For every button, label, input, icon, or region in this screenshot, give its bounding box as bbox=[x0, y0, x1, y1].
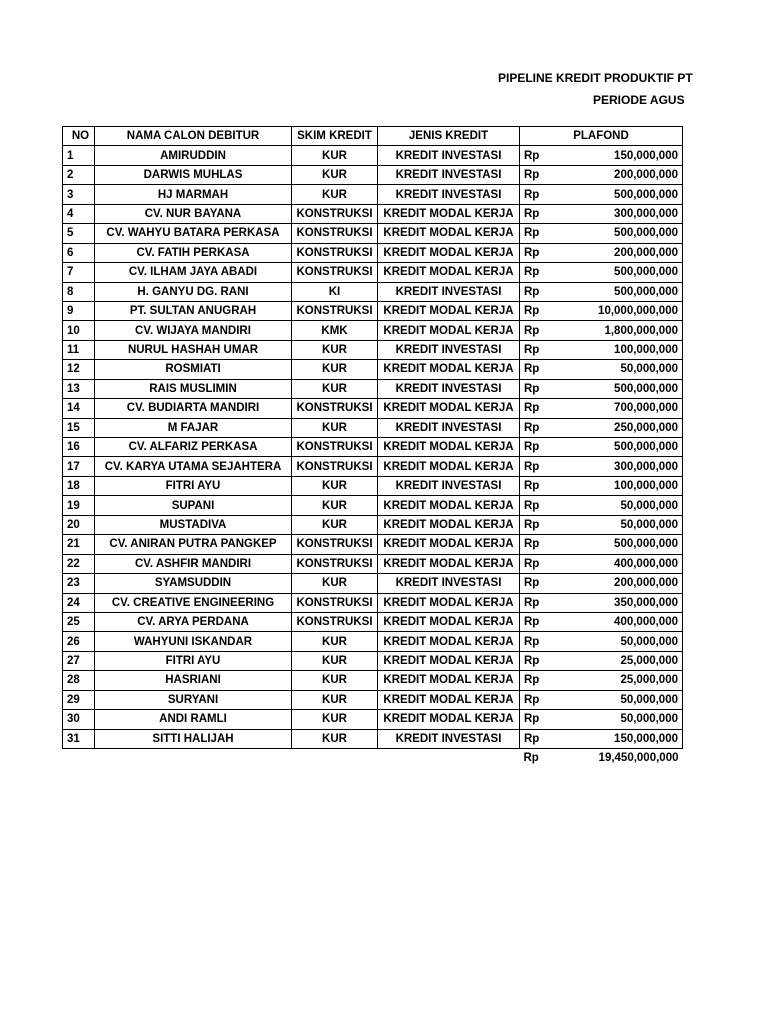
cell-amount: 700,000,000 bbox=[556, 399, 683, 418]
cell-skim: KUR bbox=[292, 515, 378, 534]
cell-nama: CV. WIJAYA MANDIRI bbox=[95, 321, 292, 340]
cell-no: 11 bbox=[63, 340, 95, 359]
cell-no: 2 bbox=[63, 165, 95, 184]
cell-currency: Rp bbox=[520, 204, 557, 223]
cell-amount: 500,000,000 bbox=[556, 438, 683, 457]
cell-jenis: KREDIT INVESTASI bbox=[378, 185, 520, 204]
table-row bbox=[63, 574, 683, 593]
cell-nama: CV. ANIRAN PUTRA PANGKEP bbox=[95, 535, 292, 554]
table-row bbox=[63, 399, 683, 418]
cell-jenis: KREDIT INVESTASI bbox=[378, 418, 520, 437]
table-row bbox=[63, 321, 683, 340]
cell-nama: WAHYUNI ISKANDAR bbox=[95, 632, 292, 651]
cell-skim: KUR bbox=[292, 476, 378, 495]
cell-jenis: KREDIT INVESTASI bbox=[378, 729, 520, 748]
cell-amount: 100,000,000 bbox=[556, 340, 683, 359]
cell-jenis: KREDIT MODAL KERJA bbox=[378, 263, 520, 282]
cell-jenis: KREDIT INVESTASI bbox=[378, 379, 520, 398]
report-period: PERIODE AGUS bbox=[593, 93, 685, 107]
cell-jenis: KREDIT MODAL KERJA bbox=[378, 671, 520, 690]
cell-nama: CV. ARYA PERDANA bbox=[95, 612, 292, 631]
total-amount: 19,450,000,000 bbox=[598, 752, 679, 765]
cell-amount: 300,000,000 bbox=[556, 457, 683, 476]
cell-no: 14 bbox=[63, 399, 95, 418]
cell-nama: SUPANI bbox=[95, 496, 292, 515]
table-row bbox=[63, 690, 683, 709]
cell-jenis: KREDIT INVESTASI bbox=[378, 476, 520, 495]
cell-skim: KONSTRUKSI bbox=[292, 263, 378, 282]
cell-skim: KUR bbox=[292, 710, 378, 729]
total-spacer bbox=[378, 749, 520, 768]
cell-no: 26 bbox=[63, 632, 95, 651]
table-row bbox=[63, 632, 683, 651]
cell-skim: KUR bbox=[292, 729, 378, 748]
cell-no: 30 bbox=[63, 710, 95, 729]
table-row bbox=[63, 651, 683, 670]
cell-nama: CV. ASHFIR MANDIRI bbox=[95, 554, 292, 573]
cell-no: 12 bbox=[63, 360, 95, 379]
cell-no: 9 bbox=[63, 301, 95, 320]
cell-jenis: KREDIT MODAL KERJA bbox=[378, 204, 520, 223]
cell-currency: Rp bbox=[520, 243, 557, 262]
cell-skim: KUR bbox=[292, 690, 378, 709]
cell-amount: 25,000,000 bbox=[556, 651, 683, 670]
cell-nama: RAIS MUSLIMIN bbox=[95, 379, 292, 398]
cell-amount: 10,000,000,000 bbox=[556, 301, 683, 320]
cell-nama: MUSTADIVA bbox=[95, 515, 292, 534]
header-skim: SKIM KREDIT bbox=[292, 127, 378, 146]
cell-currency: Rp bbox=[520, 593, 557, 612]
cell-no: 28 bbox=[63, 671, 95, 690]
cell-jenis: KREDIT MODAL KERJA bbox=[378, 360, 520, 379]
cell-skim: KONSTRUKSI bbox=[292, 535, 378, 554]
cell-jenis: KREDIT MODAL KERJA bbox=[378, 593, 520, 612]
table-row bbox=[63, 515, 683, 534]
cell-jenis: KREDIT MODAL KERJA bbox=[378, 399, 520, 418]
cell-skim: KONSTRUKSI bbox=[292, 204, 378, 223]
cell-amount: 350,000,000 bbox=[556, 593, 683, 612]
cell-currency: Rp bbox=[520, 263, 557, 282]
cell-nama: DARWIS MUHLAS bbox=[95, 165, 292, 184]
cell-currency: Rp bbox=[520, 185, 557, 204]
cell-nama: NURUL HASHAH UMAR bbox=[95, 340, 292, 359]
table-row bbox=[63, 418, 683, 437]
cell-skim: KONSTRUKSI bbox=[292, 301, 378, 320]
cell-no: 5 bbox=[63, 224, 95, 243]
cell-nama: SYAMSUDDIN bbox=[95, 574, 292, 593]
cell-nama: CV. ILHAM JAYA ABADI bbox=[95, 263, 292, 282]
cell-no: 1 bbox=[63, 146, 95, 165]
cell-skim: KONSTRUKSI bbox=[292, 457, 378, 476]
table-row bbox=[63, 535, 683, 554]
cell-currency: Rp bbox=[520, 710, 557, 729]
cell-no: 29 bbox=[63, 690, 95, 709]
cell-skim: KONSTRUKSI bbox=[292, 399, 378, 418]
cell-no: 10 bbox=[63, 321, 95, 340]
cell-jenis: KREDIT MODAL KERJA bbox=[378, 632, 520, 651]
cell-skim: KMK bbox=[292, 321, 378, 340]
cell-jenis: KREDIT MODAL KERJA bbox=[378, 515, 520, 534]
cell-skim: KUR bbox=[292, 185, 378, 204]
cell-amount: 500,000,000 bbox=[556, 185, 683, 204]
cell-jenis: KREDIT MODAL KERJA bbox=[378, 554, 520, 573]
cell-jenis: KREDIT INVESTASI bbox=[378, 574, 520, 593]
cell-amount: 50,000,000 bbox=[556, 690, 683, 709]
cell-skim: KUR bbox=[292, 496, 378, 515]
cell-amount: 250,000,000 bbox=[556, 418, 683, 437]
table-row bbox=[63, 146, 683, 165]
cell-amount: 500,000,000 bbox=[556, 535, 683, 554]
cell-no: 24 bbox=[63, 593, 95, 612]
cell-amount: 150,000,000 bbox=[556, 729, 683, 748]
cell-skim: KONSTRUKSI bbox=[292, 593, 378, 612]
header-plafond: PLAFOND bbox=[520, 127, 683, 146]
cell-currency: Rp bbox=[520, 496, 557, 515]
cell-skim: KUR bbox=[292, 379, 378, 398]
cell-skim: KONSTRUKSI bbox=[292, 438, 378, 457]
cell-no: 27 bbox=[63, 651, 95, 670]
cell-amount: 500,000,000 bbox=[556, 263, 683, 282]
cell-no: 21 bbox=[63, 535, 95, 554]
cell-jenis: KREDIT INVESTASI bbox=[378, 282, 520, 301]
cell-nama: CV. CREATIVE ENGINEERING bbox=[95, 593, 292, 612]
header-no: NO bbox=[63, 127, 95, 146]
table-row bbox=[63, 340, 683, 359]
cell-amount: 300,000,000 bbox=[556, 204, 683, 223]
cell-amount: 200,000,000 bbox=[556, 243, 683, 262]
total-currency: Rp bbox=[523, 752, 539, 765]
header-nama: NAMA CALON DEBITUR bbox=[95, 127, 292, 146]
table-row bbox=[63, 710, 683, 729]
cell-currency: Rp bbox=[520, 535, 557, 554]
cell-amount: 400,000,000 bbox=[556, 554, 683, 573]
cell-nama: CV. NUR BAYANA bbox=[95, 204, 292, 223]
cell-jenis: KREDIT MODAL KERJA bbox=[378, 438, 520, 457]
cell-nama: CV. FATIH PERKASA bbox=[95, 243, 292, 262]
cell-amount: 150,000,000 bbox=[556, 146, 683, 165]
cell-jenis: KREDIT MODAL KERJA bbox=[378, 224, 520, 243]
cell-skim: KUR bbox=[292, 165, 378, 184]
cell-nama: PT. SULTAN ANUGRAH bbox=[95, 301, 292, 320]
cell-amount: 500,000,000 bbox=[556, 379, 683, 398]
table-header-row bbox=[63, 127, 683, 146]
table-footer bbox=[63, 749, 683, 768]
cell-currency: Rp bbox=[520, 399, 557, 418]
cell-amount: 400,000,000 bbox=[556, 612, 683, 631]
cell-jenis: KREDIT INVESTASI bbox=[378, 165, 520, 184]
cell-jenis: KREDIT MODAL KERJA bbox=[378, 612, 520, 631]
table-row bbox=[63, 457, 683, 476]
table-row bbox=[63, 379, 683, 398]
cell-nama: CV. BUDIARTA MANDIRI bbox=[95, 399, 292, 418]
cell-skim: KUR bbox=[292, 632, 378, 651]
cell-currency: Rp bbox=[520, 224, 557, 243]
cell-currency: Rp bbox=[520, 165, 557, 184]
cell-no: 18 bbox=[63, 476, 95, 495]
cell-no: 17 bbox=[63, 457, 95, 476]
total-spacer bbox=[95, 749, 292, 768]
cell-jenis: KREDIT INVESTASI bbox=[378, 146, 520, 165]
cell-skim: KUR bbox=[292, 146, 378, 165]
total-spacer bbox=[63, 749, 95, 768]
cell-skim: KUR bbox=[292, 360, 378, 379]
cell-amount: 50,000,000 bbox=[556, 496, 683, 515]
cell-currency: Rp bbox=[520, 282, 557, 301]
cell-currency: Rp bbox=[520, 574, 557, 593]
table-row bbox=[63, 612, 683, 631]
cell-jenis: KREDIT MODAL KERJA bbox=[378, 710, 520, 729]
cell-nama: M FAJAR bbox=[95, 418, 292, 437]
cell-nama: CV. ALFARIZ PERKASA bbox=[95, 438, 292, 457]
cell-currency: Rp bbox=[520, 651, 557, 670]
cell-currency: Rp bbox=[520, 340, 557, 359]
cell-nama: AMIRUDDIN bbox=[95, 146, 292, 165]
table-row bbox=[63, 729, 683, 748]
cell-jenis: KREDIT MODAL KERJA bbox=[378, 651, 520, 670]
cell-skim: KONSTRUKSI bbox=[292, 554, 378, 573]
cell-currency: Rp bbox=[520, 321, 557, 340]
cell-currency: Rp bbox=[520, 632, 557, 651]
cell-skim: KUR bbox=[292, 651, 378, 670]
cell-currency: Rp bbox=[520, 457, 557, 476]
cell-jenis: KREDIT INVESTASI bbox=[378, 340, 520, 359]
cell-amount: 200,000,000 bbox=[556, 165, 683, 184]
cell-nama: FITRI AYU bbox=[95, 651, 292, 670]
table-row bbox=[63, 243, 683, 262]
cell-currency: Rp bbox=[520, 690, 557, 709]
cell-currency: Rp bbox=[520, 146, 557, 165]
cell-amount: 50,000,000 bbox=[556, 632, 683, 651]
cell-no: 20 bbox=[63, 515, 95, 534]
cell-no: 22 bbox=[63, 554, 95, 573]
table-body bbox=[63, 146, 683, 749]
cell-amount: 50,000,000 bbox=[556, 360, 683, 379]
cell-nama: HASRIANI bbox=[95, 671, 292, 690]
cell-amount: 200,000,000 bbox=[556, 574, 683, 593]
cell-nama: H. GANYU DG. RANI bbox=[95, 282, 292, 301]
cell-currency: Rp bbox=[520, 515, 557, 534]
cell-currency: Rp bbox=[520, 554, 557, 573]
cell-no: 3 bbox=[63, 185, 95, 204]
cell-currency: Rp bbox=[520, 671, 557, 690]
cell-no: 4 bbox=[63, 204, 95, 223]
table-row bbox=[63, 224, 683, 243]
cell-skim: KUR bbox=[292, 418, 378, 437]
report-title: PIPELINE KREDIT PRODUKTIF PT bbox=[498, 71, 693, 85]
cell-nama: ROSMIATI bbox=[95, 360, 292, 379]
cell-amount: 1,800,000,000 bbox=[556, 321, 683, 340]
cell-currency: Rp bbox=[520, 379, 557, 398]
cell-currency: Rp bbox=[520, 418, 557, 437]
cell-no: 15 bbox=[63, 418, 95, 437]
cell-jenis: KREDIT MODAL KERJA bbox=[378, 690, 520, 709]
cell-jenis: KREDIT MODAL KERJA bbox=[378, 243, 520, 262]
cell-jenis: KREDIT MODAL KERJA bbox=[378, 457, 520, 476]
cell-nama: CV. WAHYU BATARA PERKASA bbox=[95, 224, 292, 243]
cell-no: 25 bbox=[63, 612, 95, 631]
cell-nama: SITTI HALIJAH bbox=[95, 729, 292, 748]
cell-no: 19 bbox=[63, 496, 95, 515]
cell-no: 8 bbox=[63, 282, 95, 301]
cell-jenis: KREDIT MODAL KERJA bbox=[378, 301, 520, 320]
total-spacer bbox=[292, 749, 378, 768]
cell-skim: KUR bbox=[292, 574, 378, 593]
cell-skim: KONSTRUKSI bbox=[292, 243, 378, 262]
cell-no: 23 bbox=[63, 574, 95, 593]
table-row bbox=[63, 554, 683, 573]
cell-jenis: KREDIT MODAL KERJA bbox=[378, 321, 520, 340]
table-row bbox=[63, 496, 683, 515]
cell-nama: SURYANI bbox=[95, 690, 292, 709]
cell-nama: CV. KARYA UTAMA SEJAHTERA bbox=[95, 457, 292, 476]
cell-skim: KONSTRUKSI bbox=[292, 612, 378, 631]
cell-no: 13 bbox=[63, 379, 95, 398]
cell-skim: KUR bbox=[292, 671, 378, 690]
cell-amount: 25,000,000 bbox=[556, 671, 683, 690]
table-row bbox=[63, 165, 683, 184]
cell-amount: 50,000,000 bbox=[556, 710, 683, 729]
table-row bbox=[63, 263, 683, 282]
table-row bbox=[63, 360, 683, 379]
table-row bbox=[63, 204, 683, 223]
cell-skim: KONSTRUKSI bbox=[292, 224, 378, 243]
cell-jenis: KREDIT MODAL KERJA bbox=[378, 535, 520, 554]
cell-currency: Rp bbox=[520, 438, 557, 457]
table-row bbox=[63, 593, 683, 612]
pipeline-table bbox=[62, 126, 683, 767]
table-row bbox=[63, 476, 683, 495]
table-row bbox=[63, 282, 683, 301]
cell-no: 7 bbox=[63, 263, 95, 282]
cell-nama: FITRI AYU bbox=[95, 476, 292, 495]
cell-currency: Rp bbox=[520, 612, 557, 631]
total-row bbox=[63, 749, 683, 768]
cell-currency: Rp bbox=[520, 729, 557, 748]
cell-no: 16 bbox=[63, 438, 95, 457]
cell-nama: ANDI RAMLI bbox=[95, 710, 292, 729]
header-jenis: JENIS KREDIT bbox=[378, 127, 520, 146]
table-row bbox=[63, 301, 683, 320]
cell-jenis: KREDIT MODAL KERJA bbox=[378, 496, 520, 515]
table-row bbox=[63, 671, 683, 690]
cell-amount: 500,000,000 bbox=[556, 224, 683, 243]
cell-currency: Rp bbox=[520, 360, 557, 379]
cell-no: 6 bbox=[63, 243, 95, 262]
cell-skim: KI bbox=[292, 282, 378, 301]
cell-no: 31 bbox=[63, 729, 95, 748]
table-row bbox=[63, 185, 683, 204]
cell-nama: HJ MARMAH bbox=[95, 185, 292, 204]
cell-currency: Rp bbox=[520, 301, 557, 320]
cell-skim: KUR bbox=[292, 340, 378, 359]
cell-amount: 100,000,000 bbox=[556, 476, 683, 495]
cell-currency: Rp bbox=[520, 476, 557, 495]
cell-amount: 500,000,000 bbox=[556, 282, 683, 301]
table-row bbox=[63, 438, 683, 457]
cell-amount: 50,000,000 bbox=[556, 515, 683, 534]
